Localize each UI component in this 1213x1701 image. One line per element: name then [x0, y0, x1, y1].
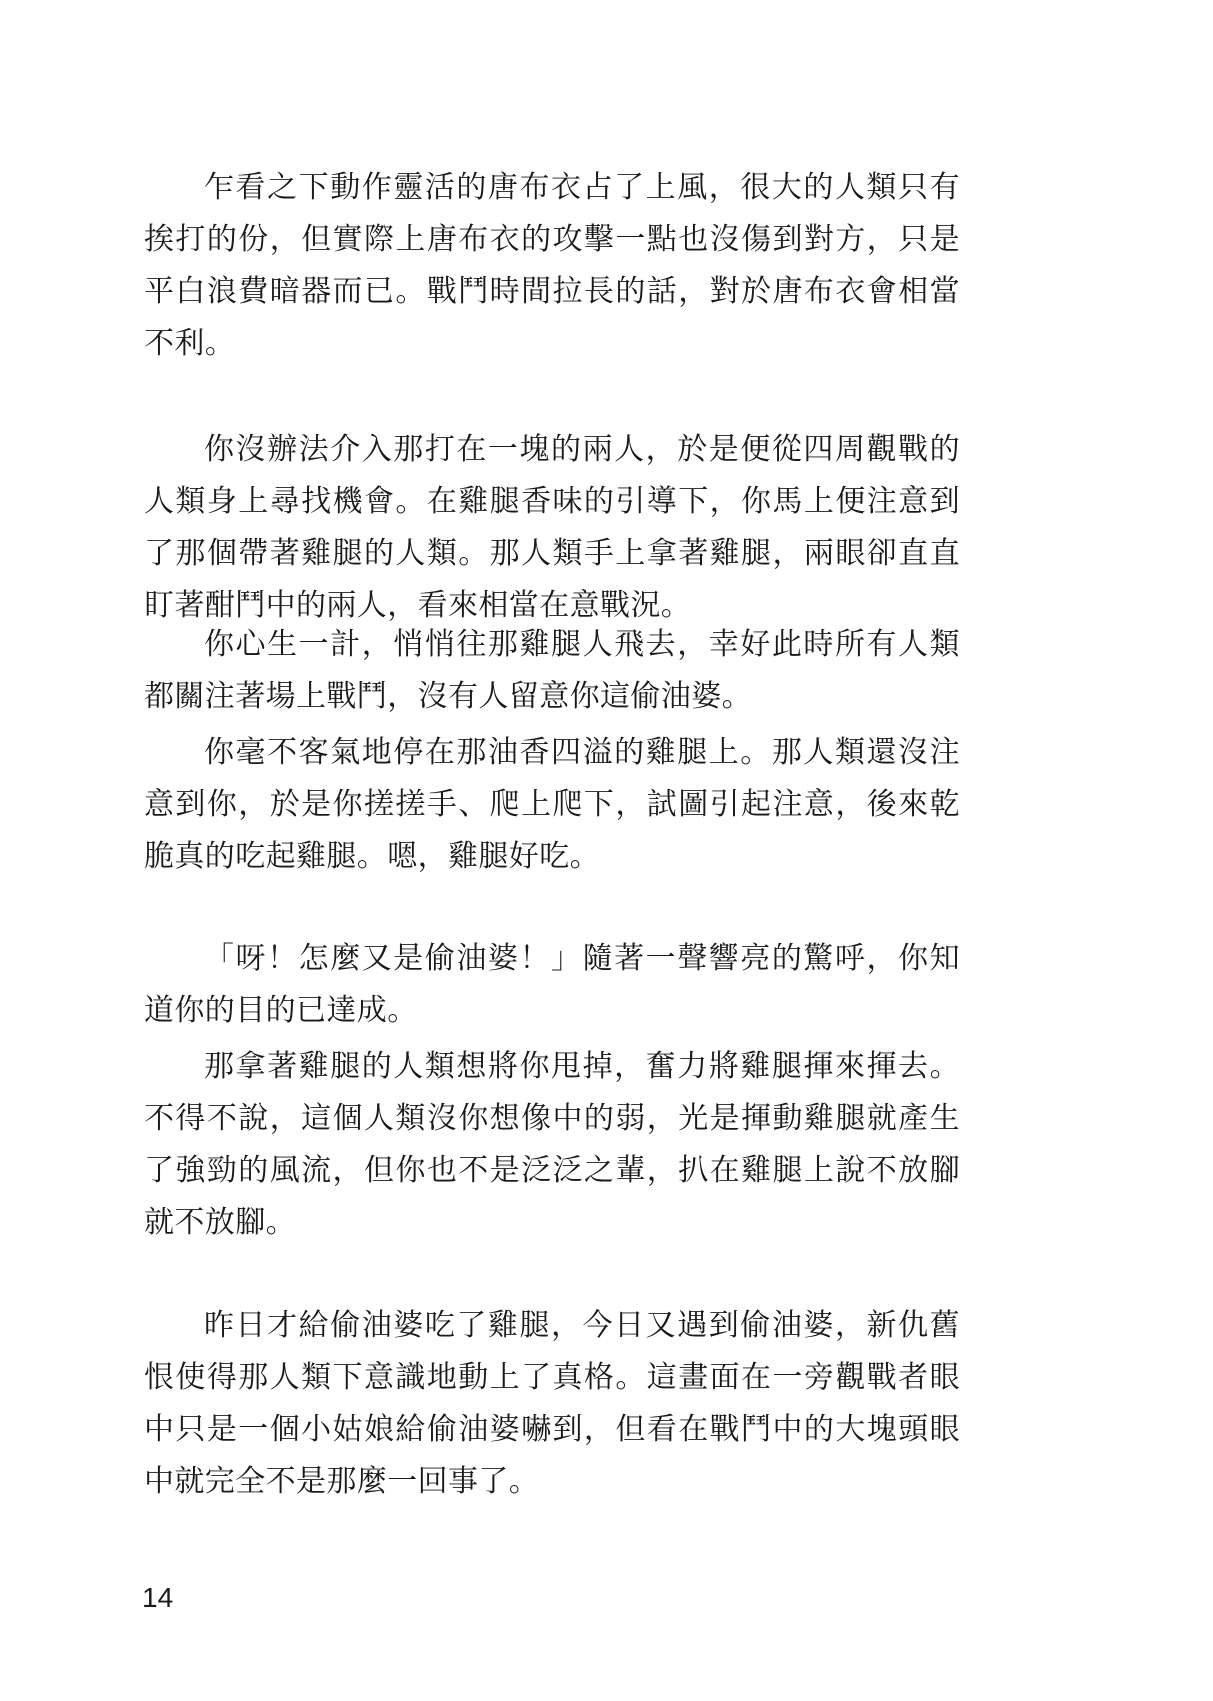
page-number: 14: [142, 1582, 174, 1613]
paragraph-2: 你沒辦法介入那打在一塊的兩人，於是便從四周觀戰的人類身上尋找機會。在雞腿香味的引導下，你馬上便注意到了那個帶著雞腿的人類。那人類手上拿著雞腿，兩眼卻直直盯著酣鬥中的兩人，看來相當在意戰況。: [144, 432, 960, 623]
paragraph-4: 你毫不客氣地停在那油香四溢的雞腿上。那人類還沒注意到你，於是你搓搓手、爬上爬下，試圖引起注意，後來乾脆真的吃起雞腿。嗯，雞腿好吃。: [144, 735, 960, 874]
paragraph-6: 那拿著雞腿的人類想將你甩掉，奮力將雞腿揮來揮去。不得不說，這個人類沒你想像中的弱，光是揮動雞腿就產生了強勁的風流，但你也不是泛泛之輩，扒在雞腿上說不放腳就不放腳。: [144, 1049, 960, 1240]
paragraph-7: 昨日才給偷油婆吃了雞腿，今日又遇到偷油婆，新仇舊恨使得那人類下意識地動上了真格。這畫面在一旁觀戰者眼中只是一個小姑娘給偷油婆嚇到，但看在戰鬥中的大塊頭眼中就完全不是那麼一回事了。: [144, 1308, 960, 1499]
paragraph-1: 乍看之下動作靈活的唐布衣占了上風，很大的人類只有挨打的份，但實際上唐布衣的攻擊一點也沒傷到對方，只是平白浪費暗器而已。戰鬥時間拉長的話，對於唐布衣會相當不利。: [144, 170, 960, 361]
paragraph-3: 你心生一計，悄悄往那雞腿人飛去，幸好此時所有人類都關注著場上戰鬥，沒有人留意你這偷油婆。: [144, 627, 960, 714]
paragraph-5: 「呀！怎麼又是偷油婆！」隨著一聲響亮的驚呼，你知道你的目的已達成。: [144, 941, 960, 1028]
